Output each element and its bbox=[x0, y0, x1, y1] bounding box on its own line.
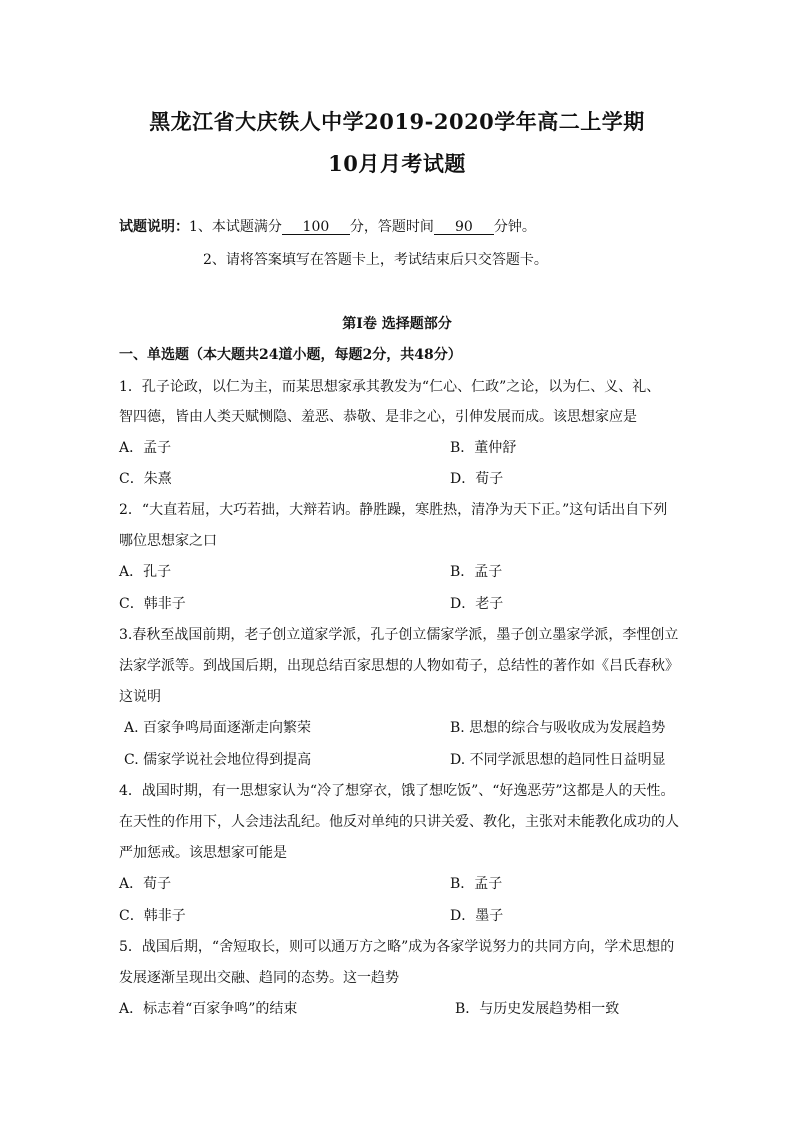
q2-option-c: C．韩非子 bbox=[119, 596, 186, 612]
question-4-line-3: 严加惩戒。该思想家可能是 bbox=[119, 845, 287, 861]
q5-option-b: B．与历史发展趋势相一致 bbox=[455, 1001, 620, 1017]
question-3-line-1: 3.春秋至战国前期，老子创立道家学派，孔子创立儒家学派，墨子创立墨家学派，李悝创立 bbox=[119, 627, 679, 643]
q4-option-b: B．孟子 bbox=[450, 876, 503, 892]
question-5-line-1: 5．战国后期，“舍短取长，则可以通万方之略”成为各家学说努力的共同方向，学术思想的 bbox=[119, 939, 675, 955]
q1-option-d: D．荀子 bbox=[450, 471, 504, 487]
q3-option-b: B. 思想的综合与吸收成为发展趋势 bbox=[450, 720, 666, 736]
q1-option-a: A．孟子 bbox=[119, 440, 172, 456]
q4-option-d: D．墨子 bbox=[450, 908, 504, 924]
instructions-item1-mid: 分，答题时间 bbox=[349, 219, 434, 235]
q5-option-a: A．标志着“百家争鸣”的结束 bbox=[119, 1001, 298, 1017]
question-3-line-3: 这说明 bbox=[119, 689, 161, 705]
q2-option-d: D．老子 bbox=[450, 596, 504, 612]
exam-title-line2: 10月月考试题 bbox=[328, 151, 466, 176]
question-3-line-2: 法家学派等。到战国后期，出现总结百家思想的人物如荀子，总结性的著作如《吕氏春秋》 bbox=[119, 658, 679, 674]
q1-option-c: C．朱熹 bbox=[119, 471, 172, 487]
question-5-line-2: 发展逐渐呈现出交融、趋同的态势。这一趋势 bbox=[119, 970, 399, 986]
q3-option-d: D. 不同学派思想的趋同性日益明显 bbox=[450, 752, 666, 768]
q3-option-c: C. 儒家学说社会地位得到提高 bbox=[124, 752, 312, 768]
exam-title-line1: 黑龙江省大庆铁人中学2019-2020学年高二上学期 bbox=[149, 109, 645, 134]
q2-option-b: B．孟子 bbox=[450, 564, 503, 580]
question-2-line-1: 2．“大直若屈，大巧若拙，大辩若讷。静胜躁，寒胜热，清净为天下正。”这句话出自下列 bbox=[119, 502, 668, 518]
q1-option-b: B．董仲舒 bbox=[450, 440, 517, 456]
instructions-item1-prefix: 1、本试题满分 bbox=[189, 219, 282, 235]
q4-option-a: A．荀子 bbox=[119, 876, 172, 892]
question-4-line-2: 在天性的作用下，人会违法乱纪。他反对单纯的只讲关爱、教化，主张对未能教化成功的人 bbox=[119, 814, 679, 830]
q3-option-a: A. 百家争鸣局面逐渐走向繁荣 bbox=[124, 720, 312, 736]
time-value: 90 bbox=[434, 220, 494, 235]
instructions-line2: 2、请将答案填写在答题卡上，考试结束后只交答题卡。 bbox=[203, 252, 548, 268]
q2-option-a: A．孔子 bbox=[119, 564, 172, 580]
instructions-line1 bbox=[119, 216, 536, 236]
question-4-line-1: 4．战国时期，有一思想家认为“冷了想穿衣，饿了想吃饭”、“好逸恶劳”这都是人的天性。 bbox=[119, 783, 675, 799]
full-score-value: 100 bbox=[282, 220, 350, 235]
question-1-line-1: 1．孔子论政，以仁为主，而某思想家承其教发为“仁心、仁政”之论，以为仁、义、礼、 bbox=[119, 379, 661, 395]
part-title: 第Ⅰ卷 选择题部分 bbox=[342, 316, 452, 332]
instructions-label: 试题说明： bbox=[119, 219, 189, 235]
instructions-item1-suffix: 分钟。 bbox=[493, 219, 536, 235]
question-1-line-2: 智四德，皆由人类天赋恻隐、羞恶、恭敬、是非之心，引伸发展而成。该思想家应是 bbox=[119, 409, 637, 425]
section-heading: 一、单选题（本大题共24道小题，每题2分，共48分） bbox=[119, 347, 462, 363]
q4-option-c: C．韩非子 bbox=[119, 908, 186, 924]
question-2-line-2: 哪位思想家之口 bbox=[119, 533, 217, 549]
